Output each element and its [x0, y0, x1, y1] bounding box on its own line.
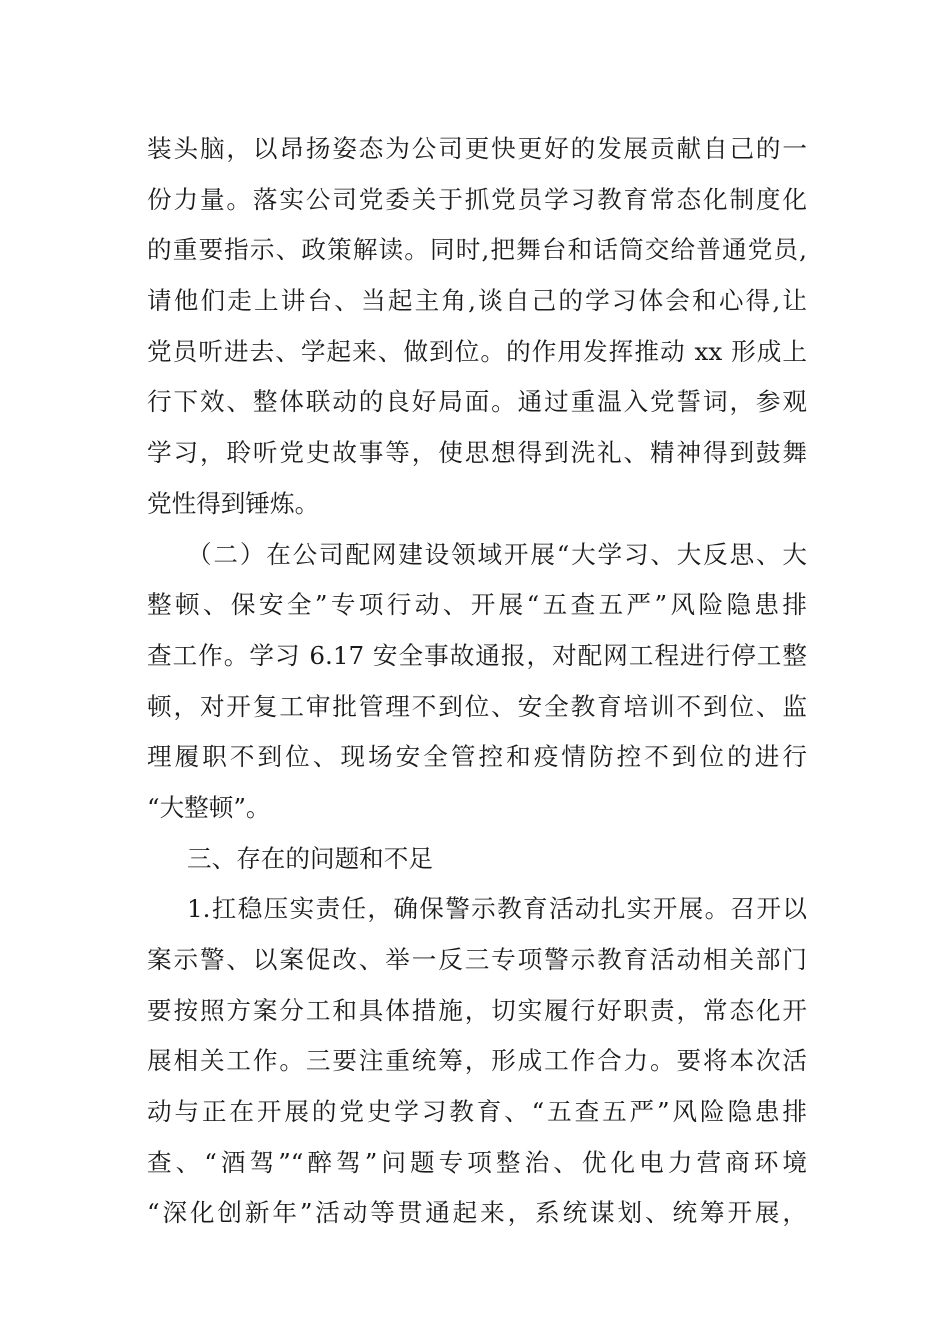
- text-line: 查、“酒驾”“醉驾”问题专项整治、优化电力营商环境: [147, 1147, 807, 1177]
- text-line: 展相关工作。三要注重统筹，形成工作合力。要将本次活: [147, 1046, 807, 1076]
- text-line: 案示警、以案促改、举一反三专项警示教育活动相关部门: [147, 945, 807, 974]
- paragraph-2: [147, 530, 807, 834]
- text-line: 装头脑，以昂扬姿态为公司更快更好的发展贡献自己的一: [147, 134, 807, 163]
- text-line: “深化创新年”活动等贯通起来，系统谋划、统筹开展，: [147, 1198, 807, 1228]
- text-line: 学习，聆听党史故事等，使思想得到洗礼、精神得到鼓舞: [147, 438, 807, 468]
- paragraph-3: [147, 884, 807, 1239]
- paragraph-1: [147, 124, 807, 530]
- text-line: 顿，对开复工审批管理不到位、安全教育培训不到位、监: [147, 691, 807, 721]
- text-line: （二）在公司配网建设领域开展“大学习、大反思、大: [187, 539, 807, 569]
- document-body: [147, 124, 807, 1239]
- text-line: 1.扛稳压实责任，确保警示教育活动扎实开展。召开以: [187, 894, 807, 924]
- text-line: 整顿、保安全”专项行动、开展“五查五严”风险隐患排: [147, 590, 807, 620]
- text-line: 要按照方案分工和具体措施，切实履行好职责，常态化开: [147, 995, 807, 1025]
- text-line: 理履职不到位、现场安全管控和疫情防控不到位的进行: [147, 742, 807, 772]
- text-line: “大整顿”。: [147, 792, 271, 822]
- text-line: 行下效、整体联动的良好局面。通过重温入党誓词，参观: [147, 387, 807, 417]
- text-line: 的重要指示、政策解读。同时,把舞台和话筒交给普通党员,: [147, 235, 807, 265]
- text-line: 动与正在开展的党史学习教育、“五查五严”风险隐患排: [147, 1097, 807, 1127]
- text-line: 请他们走上讲台、当起主角,谈自己的学习体会和心得,让: [147, 286, 807, 316]
- text-line: 党性得到锤炼。: [147, 488, 320, 518]
- text-line: 党员听进去、学起来、做到位。的作用发挥推动 xx 形成上: [147, 336, 807, 366]
- section-heading: 三、存在的问题和不足: [187, 843, 433, 873]
- text-line: 查工作。学习 6.17 安全事故通报，对配网工程进行停工整: [147, 640, 807, 670]
- text-line: 份力量。落实公司党委关于抓党员学习教育常态化制度化: [147, 184, 807, 214]
